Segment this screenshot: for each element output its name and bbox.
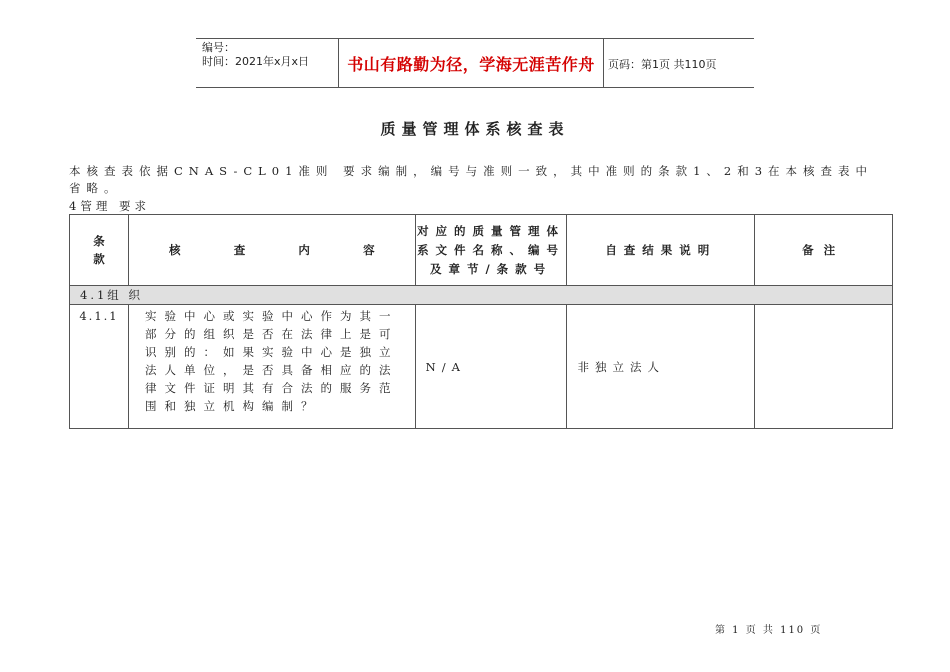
header-clause: 条款: [70, 215, 129, 286]
time-label: 时间：2021年x月x日: [202, 55, 310, 68]
header-note: 备注: [755, 215, 893, 286]
row-note: [755, 305, 893, 429]
header-left: [202, 41, 309, 69]
section-row-label: 4.1组 织: [70, 286, 893, 305]
row-doc: N/A: [415, 305, 567, 429]
page-footer: 第 1 页 共 110 页: [715, 625, 823, 636]
header-motto: 书山有路勤为径，学海无涯苦作舟: [338, 39, 604, 87]
section-row: [70, 286, 893, 305]
header-content: 核 查 内 容: [128, 215, 415, 286]
row-self-check: 非独立法人: [567, 305, 755, 429]
intro-paragraph: 本核查表依据CNAS-CL01准则 要求编制，编号与准则一致，其中准则的条款1、2和3在本核查表中省略。: [69, 164, 874, 195]
page-label: 页码：第1页 共110页: [608, 58, 717, 71]
header-doc: 对应的质量管理体系文件名称、编号及章节/条款号: [415, 215, 567, 286]
table-header-row: [70, 215, 893, 286]
page-header: [196, 38, 754, 88]
row-content: 实验中心或实验中心作为其一部分的组织是否在法律上是可识别的：如果实验中心是独立法人单位，是否具备相应的法律文件证明其有合法的服务范围和独立机构编制？: [128, 305, 415, 429]
section-heading: 4管理 要求: [69, 199, 150, 213]
header-self-check: 自查结果说明: [567, 215, 755, 286]
document-title: 质量管理体系核查表: [380, 120, 570, 138]
checklist-table: [69, 214, 893, 429]
number-label: 编号：: [202, 41, 235, 54]
table-row: [70, 305, 893, 429]
row-clause: 4.1.1: [70, 305, 129, 429]
